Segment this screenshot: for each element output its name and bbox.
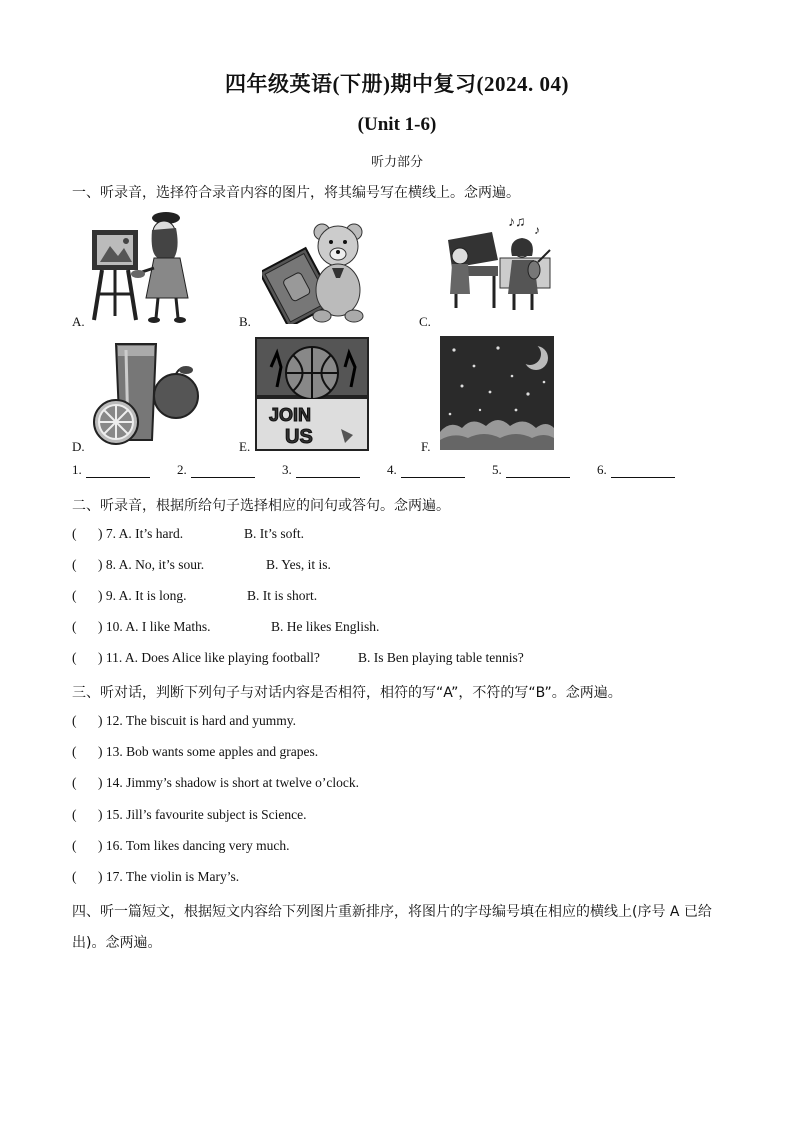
children-playing-piano-and-violin-icon	[438, 210, 556, 316]
basketball-join-us-poster-icon	[255, 337, 369, 451]
answer-blank-5[interactable]	[492, 462, 570, 478]
page-subtitle: (Unit 1-6)	[357, 114, 437, 135]
statement-17	[72, 869, 239, 885]
answer-paren[interactable]: (	[72, 775, 77, 790]
answer-paren[interactable]: (	[72, 869, 77, 884]
blank-number: 4.	[387, 462, 397, 477]
part1-heading: 一、听录音，选择符合录音内容的图片，将其编号写在横线上。念两遍。	[72, 185, 520, 201]
statement-12	[72, 713, 296, 729]
picture-b	[262, 218, 366, 324]
picture-f	[440, 336, 554, 450]
picture-f-letter: F.	[421, 439, 431, 454]
answer-paren[interactable]: (	[72, 807, 77, 822]
part3-heading: 三、听对话，判断下列句子与对话内容是否相符，相符的写“A”，不符的写“B”。念两遍。	[72, 685, 622, 701]
answer-paren[interactable]: (	[72, 619, 77, 634]
answer-blank-6[interactable]	[597, 462, 675, 478]
picture-b-letter: B.	[239, 314, 251, 329]
answer-paren[interactable]: (	[72, 526, 77, 541]
part2-heading: 二、听录音，根据所给句子选择相应的问句或答句。念两遍。	[72, 498, 450, 514]
statement-text: ) 16. Tom likes dancing very much.	[98, 838, 290, 853]
statement-text: ) 13. Bob wants some apples and grapes.	[98, 744, 319, 759]
question-10	[72, 619, 380, 635]
blank-line[interactable]	[296, 465, 360, 478]
answer-blank-3[interactable]	[282, 462, 360, 478]
option-b: B. It’s soft.	[244, 526, 305, 541]
answer-paren[interactable]: (	[72, 838, 77, 853]
svg-text:US: US	[285, 426, 313, 448]
answer-blank-2[interactable]	[177, 462, 255, 478]
blank-number: 6.	[597, 462, 607, 477]
blank-line[interactable]	[401, 465, 465, 478]
option-b: B. It is short.	[247, 588, 318, 603]
blank-line[interactable]	[506, 465, 570, 478]
answer-blank-1[interactable]	[72, 462, 150, 478]
option-b: B. Yes, it is.	[266, 557, 331, 572]
answer-paren[interactable]: (	[72, 650, 77, 665]
option-a: ) 11. A. Does Alice like playing football?	[98, 650, 320, 665]
blank-number: 5.	[492, 462, 502, 477]
juice-orange-apple-icon	[92, 338, 202, 450]
answer-paren[interactable]: (	[72, 744, 77, 759]
page-title: 四年级英语(下册)期中复习(2024. 04)	[225, 72, 569, 96]
statement-15	[72, 807, 306, 823]
picture-d-letter: D.	[72, 439, 85, 454]
option-a: ) 10. A. I like Maths.	[98, 619, 211, 634]
statement-text: ) 14. Jimmy’s shadow is short at twelve o’clock.	[98, 775, 359, 790]
blank-number: 1.	[72, 462, 82, 477]
part4-heading-line1: 四、听一篇短文，根据短文内容给下列图片重新排序，将图片的字母编号填在相应的横线上(序号 A 已给	[72, 904, 712, 920]
part4-heading-line2: 出)。念两遍。	[72, 935, 162, 951]
statement-text: ) 17. The violin is Mary’s.	[98, 869, 240, 884]
svg-text:♪: ♪	[534, 223, 540, 237]
svg-text:JOIN: JOIN	[269, 405, 312, 425]
blank-line[interactable]	[191, 465, 255, 478]
question-11	[72, 650, 524, 666]
picture-d	[92, 338, 202, 450]
question-7	[72, 526, 305, 542]
statement-text: ) 12. The biscuit is hard and yummy.	[98, 713, 296, 728]
answer-paren[interactable]: (	[72, 557, 77, 572]
blank-number: 3.	[282, 462, 292, 477]
blank-line[interactable]	[611, 465, 675, 478]
option-b: B. He likes English.	[271, 619, 380, 634]
picture-e-letter: E.	[239, 439, 251, 454]
option-a: ) 8. A. No, it’s sour.	[98, 557, 205, 572]
option-a: ) 9. A. It is long.	[98, 588, 187, 603]
blank-number: 2.	[177, 462, 187, 477]
girl-painting-at-easel-icon	[88, 208, 198, 326]
picture-a-letter: A.	[72, 314, 85, 329]
picture-e	[255, 337, 369, 451]
statement-text: ) 15. Jill’s favourite subject is Science.	[98, 807, 307, 822]
answer-blank-4[interactable]	[387, 462, 465, 478]
night-sky-moon-stars-icon	[440, 336, 554, 450]
question-8	[72, 557, 331, 573]
svg-text:♪♫: ♪♫	[508, 215, 526, 230]
picture-a	[88, 208, 198, 326]
option-a: ) 7. A. It’s hard.	[98, 526, 184, 541]
question-9	[72, 588, 318, 604]
statement-13	[72, 744, 318, 760]
answer-paren[interactable]: (	[72, 713, 77, 728]
book-and-teddy-bear-icon	[262, 218, 366, 324]
option-b: B. Is Ben playing table tennis?	[358, 650, 524, 665]
picture-c	[438, 210, 556, 316]
blank-line[interactable]	[86, 465, 150, 478]
statement-14	[72, 775, 359, 791]
section-label: 听力部分	[370, 154, 423, 169]
picture-c-letter: C.	[419, 314, 431, 329]
answer-paren[interactable]: (	[72, 588, 77, 603]
statement-16	[72, 838, 290, 854]
